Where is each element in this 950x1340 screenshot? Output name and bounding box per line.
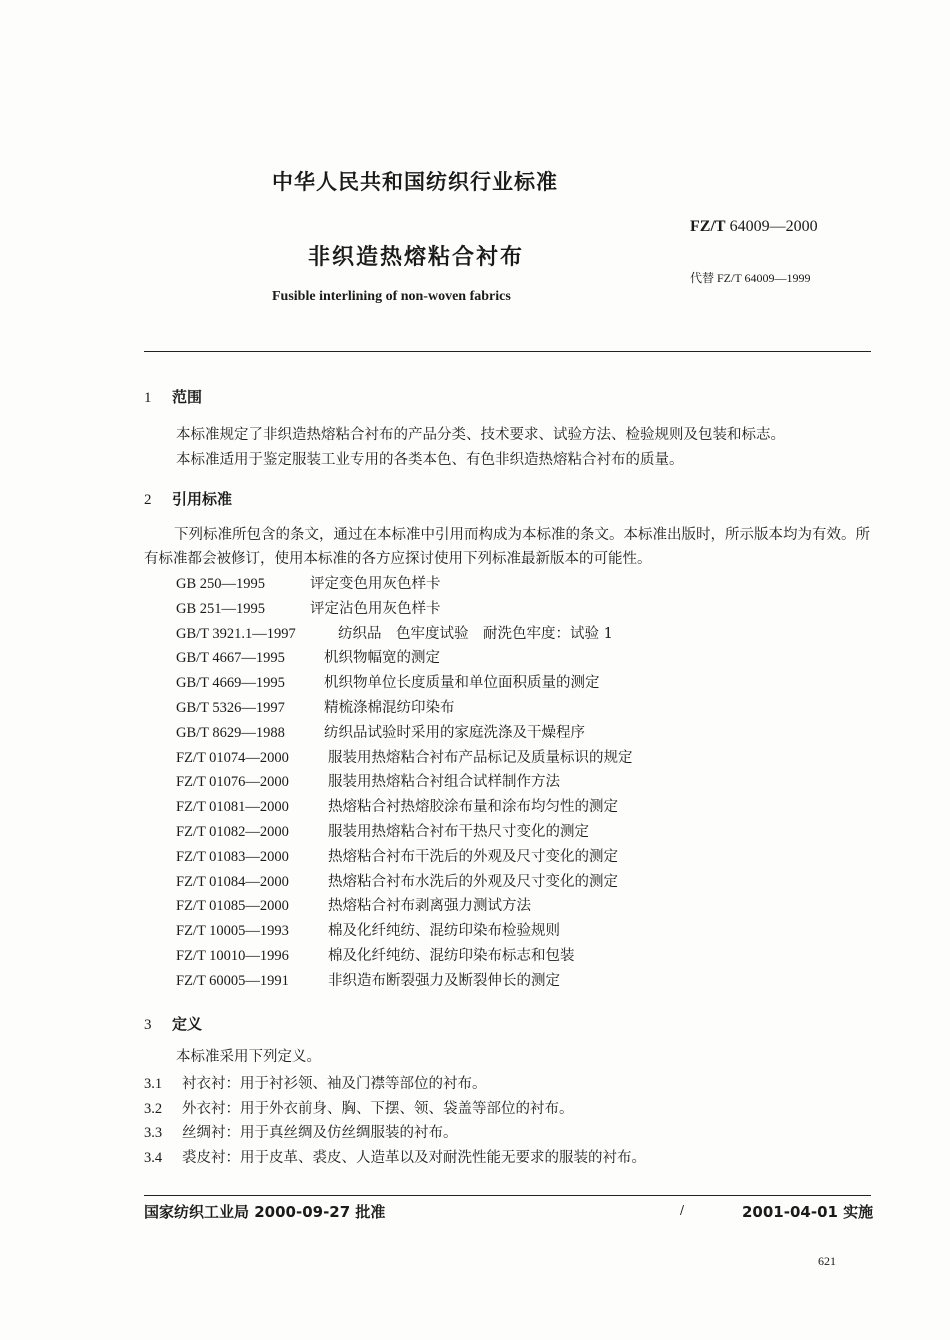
reference-title: 棉及化纤纯纺、混纺印染布检验规则 (328, 923, 560, 940)
section-1-number: 1 (144, 390, 152, 406)
definitions-list (144, 1072, 646, 1170)
reference-title: 热熔粘合衬布水洗后的外观及尺寸变化的测定 (328, 873, 618, 890)
reference-item (176, 770, 633, 795)
reference-code: FZ/T 01084—2000 (176, 873, 289, 890)
reference-title: 非织造布断裂强力及断裂伸长的测定 (328, 972, 560, 989)
header-divider (144, 351, 871, 352)
reference-code: GB 250—1995 (176, 576, 266, 592)
definition-text: 裘皮衬：用于皮革、裘皮、人造革以及对耐洗性能无要求的服装的衬布。 (182, 1149, 646, 1166)
references-intro: 下列标准所包含的条文，通过在本标准中引用而构成为本标准的条文。本标准出版时，所示版本均为有效。所有标准都会被修订，使用本标准的各方应探讨使用下列标准最新版本的可能性。 (144, 527, 870, 567)
footer-divider (144, 1195, 871, 1196)
definitions-intro: 本标准采用下列定义。 (176, 1049, 321, 1065)
scope-paragraph-1: 本标准规定了非织造热熔粘合衬布的产品分类、技术要求、试验方法、检验规则及包装和标志。 (176, 427, 785, 443)
reference-title: 机织物单位长度质量和单位面积质量的测定 (324, 675, 600, 692)
reference-code: GB/T 8629—1988 (176, 724, 285, 741)
definition-text: 丝绸衬：用于真丝绸及仿丝绸服装的衬布。 (182, 1125, 458, 1142)
section-2-number: 2 (144, 492, 152, 508)
reference-item (176, 646, 633, 671)
reference-item (176, 969, 633, 994)
reference-item (176, 894, 633, 919)
reference-item (176, 696, 633, 721)
reference-item (176, 820, 633, 845)
reference-code: FZ/T 10010—1996 (176, 947, 289, 964)
reference-title: 精梳涤棉混纺印染布 (324, 699, 455, 716)
definition-number: 3.3 (144, 1125, 163, 1142)
approval-date: 国家纺织工业局 2000-09-27 批准 (144, 1203, 386, 1221)
reference-title: 服装用热熔粘合衬布产品标记及质量标识的规定 (328, 749, 633, 766)
definition-item (144, 1097, 646, 1122)
reference-code: FZ/T 01074—2000 (176, 749, 289, 766)
reference-title: 纺织品试验时采用的家庭洗涤及干燥程序 (324, 724, 585, 741)
reference-item (176, 870, 633, 895)
section-1-title: 范围 (172, 388, 203, 406)
reference-title: 热熔粘合衬布干洗后的外观及尺寸变化的测定 (328, 848, 618, 865)
reference-code: FZ/T 60005—1991 (176, 972, 289, 989)
english-title: Fusible interlining of non-woven fabrics (272, 289, 511, 304)
reference-code: FZ/T 01081—2000 (176, 799, 289, 816)
normative-references-list (176, 572, 633, 994)
reference-item (176, 721, 633, 746)
reference-item (176, 597, 633, 622)
reference-code: GB/T 3921.1—1997 (176, 625, 296, 642)
reference-code: FZ/T 10005—1993 (176, 923, 289, 940)
standard-number-value: 64009—2000 (729, 218, 818, 235)
reference-code: FZ/T 01082—2000 (176, 823, 289, 840)
page-number: 621 (818, 1254, 836, 1268)
reference-title: 服装用热熔粘合衬布干热尺寸变化的测定 (328, 823, 589, 840)
standard-number (690, 218, 818, 236)
section-3-number: 3 (144, 1017, 152, 1033)
definition-number: 3.2 (144, 1100, 163, 1117)
effective-date: 2001-04-01 实施 (742, 1203, 874, 1221)
definition-text: 衬衣衬：用于衬衫领、袖及门襟等部位的衬布。 (182, 1076, 487, 1092)
reference-item (176, 746, 633, 771)
definition-item (144, 1146, 646, 1171)
reference-title: 棉及化纤纯纺、混纺印染布标志和包装 (328, 947, 575, 964)
section-3-title: 定义 (172, 1015, 203, 1033)
reference-code: GB/T 4667—1995 (176, 650, 285, 667)
definition-number: 3.1 (144, 1076, 163, 1092)
reference-code: FZ/T 01083—2000 (176, 848, 289, 865)
reference-item (176, 944, 633, 969)
reference-title: 评定沾色用灰色样卡 (310, 600, 441, 617)
definition-item (144, 1121, 646, 1146)
reference-title: 评定变色用灰色样卡 (310, 576, 441, 592)
reference-title: 服装用热熔粘合衬组合试样制作方法 (328, 774, 560, 791)
standard-prefix: FZ/T (690, 218, 726, 235)
reference-code: GB/T 5326—1997 (176, 699, 285, 716)
standard-category: 中华人民共和国纺织行业标准 (272, 170, 558, 194)
definition-number: 3.4 (144, 1149, 163, 1166)
reference-title: 机织物幅宽的测定 (324, 650, 440, 667)
section-2-title: 引用标准 (172, 490, 233, 508)
reference-title: 热熔粘合衬布剥离强力测试方法 (328, 898, 531, 915)
reference-title: 热熔粘合衬热熔胶涂布量和涂布均匀性的测定 (328, 799, 618, 816)
definition-item (144, 1072, 646, 1097)
scope-paragraph-2: 本标准适用于鉴定服装工业专用的各类本色、有色非织造热熔粘合衬布的质量。 (176, 452, 684, 468)
replaces-note: 代替 FZ/T 64009—1999 (690, 271, 811, 285)
reference-item (176, 572, 633, 597)
reference-item (176, 671, 633, 696)
section-1-heading (144, 386, 202, 407)
reference-code: GB 251—1995 (176, 600, 266, 617)
definition-text: 外衣衬：用于外衣前身、胸、下摆、领、袋盖等部位的衬布。 (182, 1100, 574, 1117)
reference-item (176, 845, 633, 870)
reference-item (176, 795, 633, 820)
section-2-heading (144, 488, 232, 509)
reference-title: 纺织品 色牢度试验 耐洗色牢度：试验 1 (338, 625, 613, 642)
document-title: 非织造热熔粘合衬布 (308, 245, 525, 270)
section-3-heading (144, 1013, 202, 1034)
reference-code: FZ/T 01085—2000 (176, 898, 289, 915)
reference-code: GB/T 4669—1995 (176, 675, 285, 692)
reference-code: FZ/T 01076—2000 (176, 774, 289, 791)
reference-item (176, 919, 633, 944)
footer-mark: / (680, 1203, 685, 1217)
reference-item (176, 622, 633, 647)
